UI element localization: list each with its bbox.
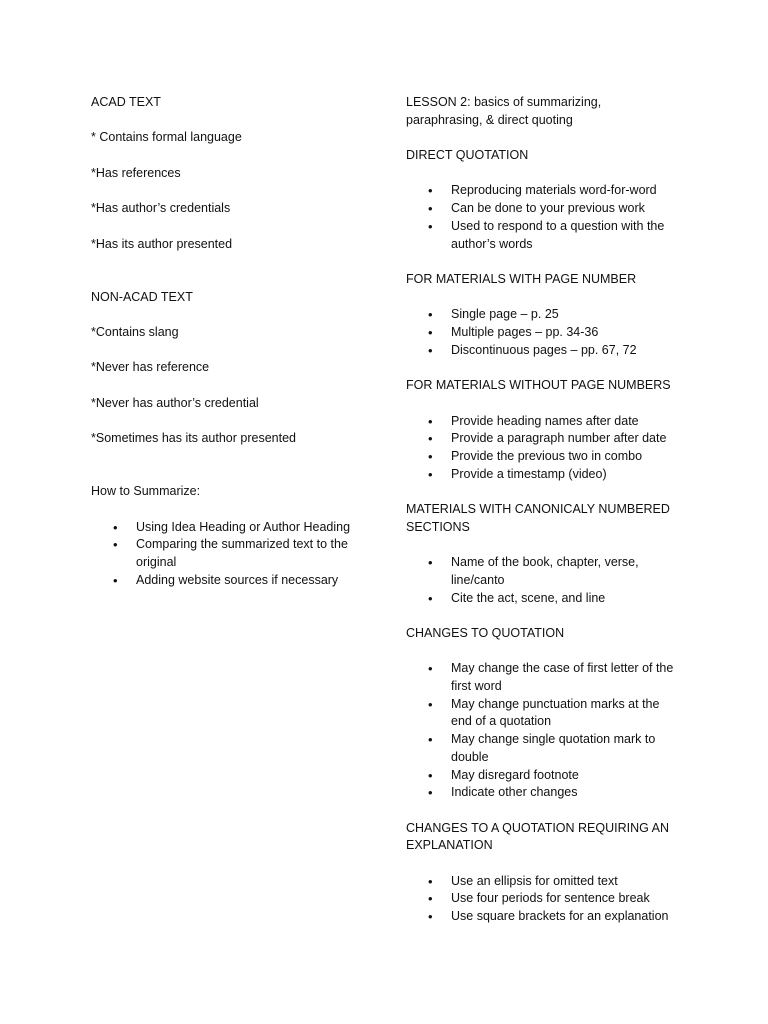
acad-item: *Has author’s credentials xyxy=(91,201,231,216)
direct-quotation-list xyxy=(406,182,681,253)
list-item: • Use four periods for sentence break xyxy=(406,890,681,908)
left-column xyxy=(91,94,376,607)
changes-requiring-explanation-list xyxy=(406,873,681,926)
list-item: • Use square brackets for an explanation xyxy=(406,908,681,926)
list-item: • Provide the previous two in combo xyxy=(406,448,681,466)
list-item: • Adding website sources if necessary xyxy=(91,572,376,590)
acad-item: * Contains formal language xyxy=(91,130,242,145)
non-acad-item: *Never has author’s credential xyxy=(91,395,259,410)
acad-item: *Has its author presented xyxy=(91,236,233,251)
with-page-number-heading: FOR MATERIALS WITH PAGE NUMBER xyxy=(406,271,637,286)
list-item: • May change the case of first letter of the first word xyxy=(406,660,681,695)
right-column xyxy=(406,94,681,944)
list-item: • Discontinuous pages – pp. 67, 72 xyxy=(406,342,681,360)
list-item: • Cite the act, scene, and line xyxy=(406,590,681,608)
list-item: • Used to respond to a question with the author’s words xyxy=(406,218,681,253)
summarize-list xyxy=(91,519,376,590)
non-acad-item: *Sometimes has its author presented xyxy=(91,431,296,446)
list-item: • Can be done to your previous work xyxy=(406,200,681,218)
non-acad-text-heading: NON-ACAD TEXT xyxy=(91,289,193,304)
direct-quotation-heading: DIRECT QUOTATION xyxy=(406,148,529,163)
lesson-title: LESSON 2: basics of summarizing, paraphrasing, & direct quoting xyxy=(406,95,602,127)
list-item: • Using Idea Heading or Author Heading xyxy=(91,519,376,537)
changes-to-quotation-heading: CHANGES TO QUOTATION xyxy=(406,625,565,640)
canonical-sections-heading: MATERIALS WITH CANONICALY NUMBERED SECTIONS xyxy=(406,502,670,534)
acad-item: *Has references xyxy=(91,165,181,180)
changes-to-quotation-list xyxy=(406,660,681,802)
list-item: • Use an ellipsis for omitted text xyxy=(406,873,681,891)
list-item: • Name of the book, chapter, verse, line/canto xyxy=(406,554,681,589)
list-item: • May disregard footnote xyxy=(406,767,681,785)
changes-requiring-explanation-heading: CHANGES TO A QUOTATION REQUIRING AN EXPLANATION xyxy=(406,820,670,853)
how-to-summarize-heading: How to Summarize: xyxy=(91,484,201,499)
non-acad-item: *Contains slang xyxy=(91,325,179,340)
acad-text-heading: ACAD TEXT xyxy=(91,95,161,109)
list-item: • May change punctuation marks at the end of a quotation xyxy=(406,696,681,731)
list-item: • Multiple pages – pp. 34-36 xyxy=(406,324,681,342)
non-acad-item: *Never has reference xyxy=(91,360,210,375)
list-item: • Provide a timestamp (video) xyxy=(406,466,681,484)
list-item: • Provide a paragraph number after date xyxy=(406,430,681,448)
list-item: • Indicate other changes xyxy=(406,784,681,802)
list-item: • Single page – p. 25 xyxy=(406,306,681,324)
without-page-numbers-list xyxy=(406,413,681,484)
list-item: • Comparing the summarized text to the original xyxy=(91,536,376,571)
canonical-sections-list xyxy=(406,554,681,607)
without-page-numbers-heading: FOR MATERIALS WITHOUT PAGE NUMBERS xyxy=(406,378,671,393)
list-item: • Provide heading names after date xyxy=(406,413,681,431)
with-page-number-list xyxy=(406,306,681,359)
list-item: • May change single quotation mark to double xyxy=(406,731,681,766)
list-item: • Reproducing materials word-for-word xyxy=(406,182,681,200)
